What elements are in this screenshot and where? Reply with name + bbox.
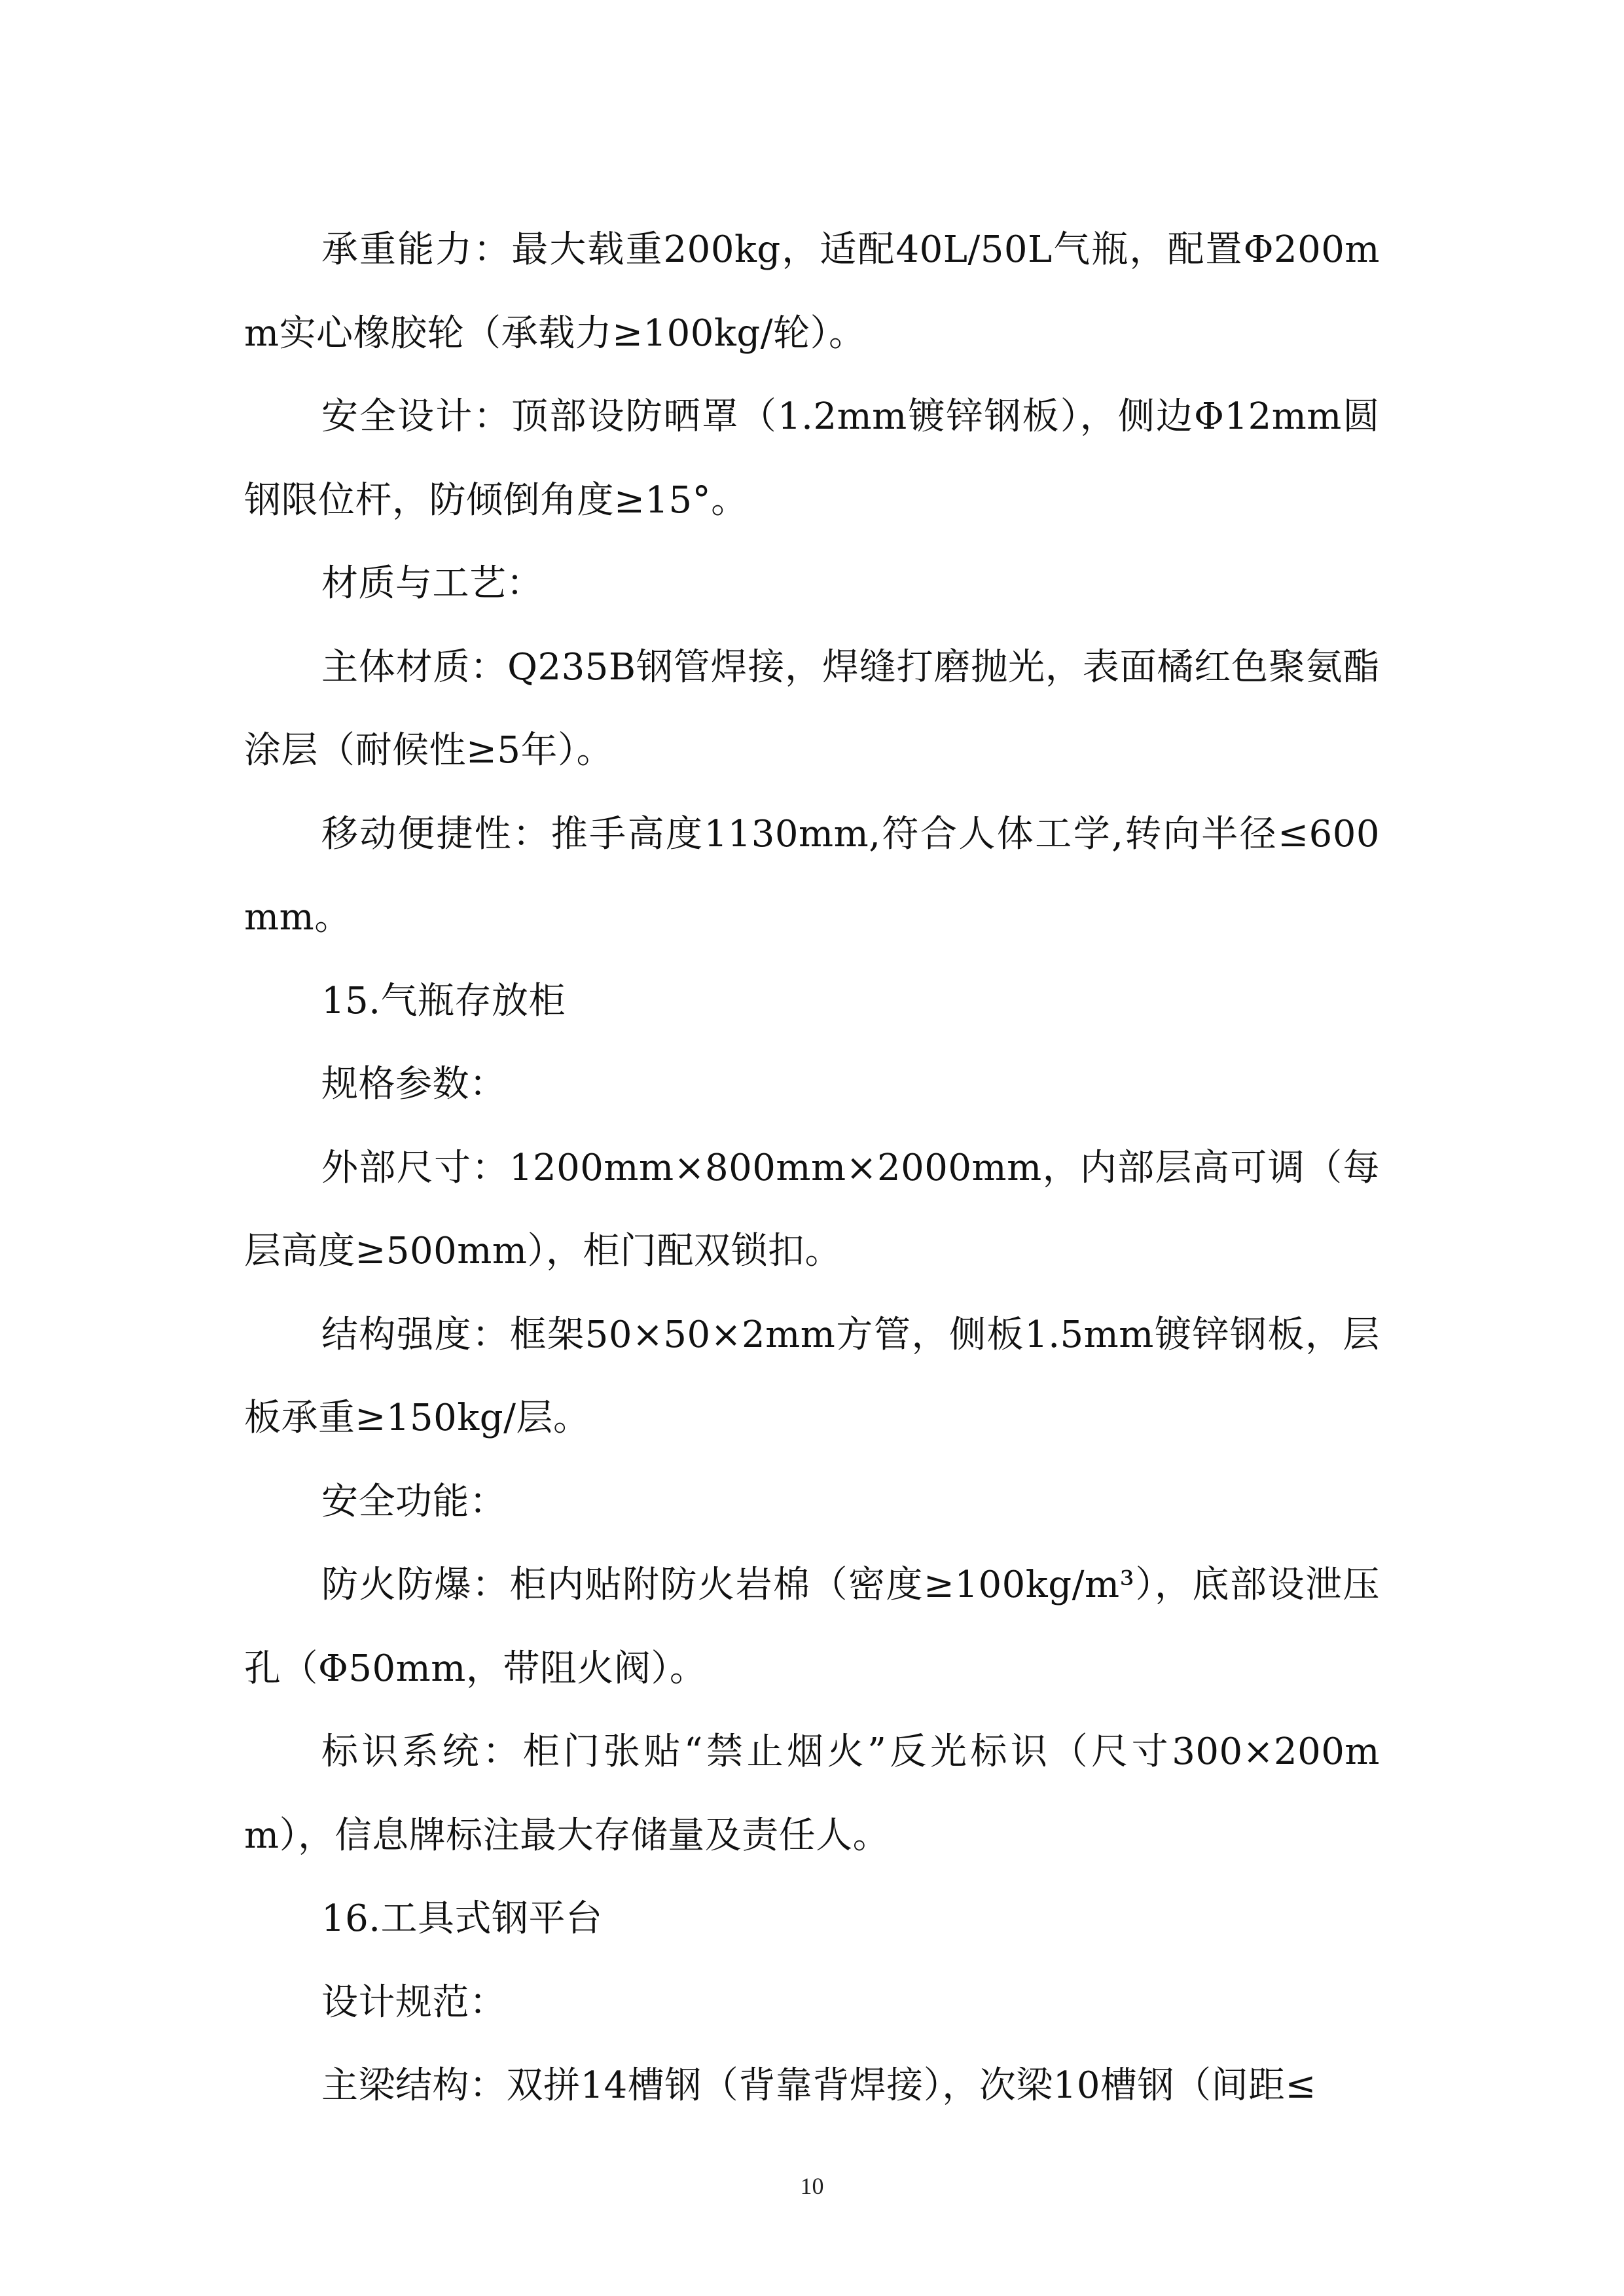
paragraph-dimensions: 外部尺寸：1200mm×800mm×2000mm，内部层高可调（每层高度≥500mm），柜门配双锁扣。 [244,1146,1380,1272]
paragraph-spec-heading: 规格参数： [321,1063,507,1105]
page-number: 10 [800,2173,824,2199]
paragraph-design-heading: 设计规范： [321,1981,507,2024]
paragraph-signage: 标识系统：柜门张贴“禁止烟火”反光标识（尺寸300×200mm），信息牌标注最大存储量及责任人。 [244,1731,1380,1857]
paragraph-mobility: 移动便捷性：推手高度1130mm,符合人体工学,转向半径≤600mm。 [244,812,1380,939]
paragraph-fireproof: 防火防爆：柜内贴附防火岩棉（密度≥100kg/m³），底部设泄压孔（Φ50mm，带阻火阀）。 [244,1564,1380,1690]
paragraph-structure-strength: 结构强度：框架50×50×2mm方管，侧板1.5mm镀锌钢板，层板承重≥150kg/层。 [244,1313,1380,1439]
paragraph-safety-heading: 安全功能： [321,1480,507,1523]
section-heading-16: 16.工具式钢平台 [321,1897,603,1940]
paragraph-material-heading: 材质与工艺： [321,562,543,605]
paragraph-main-beam: 主梁结构：双拼14槽钢（背靠背焊接），次梁10槽钢（间距≤ [321,2064,1316,2107]
section-heading-15: 15.气瓶存放柜 [321,979,566,1022]
body-text [244,208,1380,2128]
paragraph-load-capacity: 承重能力：最大载重200kg，适配40L/50L气瓶，配置Φ200mm实心橡胶轮（承载力≥100kg/轮）。 [244,228,1380,355]
paragraph-safety-design: 安全设计：顶部设防晒罩（1.2mm镀锌钢板），侧边Φ12mm圆钢限位杆，防倾倒角度≥15°。 [244,395,1380,522]
paragraph-main-material: 主体材质：Q235B钢管焊接，焊缝打磨抛光，表面橘红色聚氨酯涂层（耐候性≥5年）。 [244,645,1380,772]
